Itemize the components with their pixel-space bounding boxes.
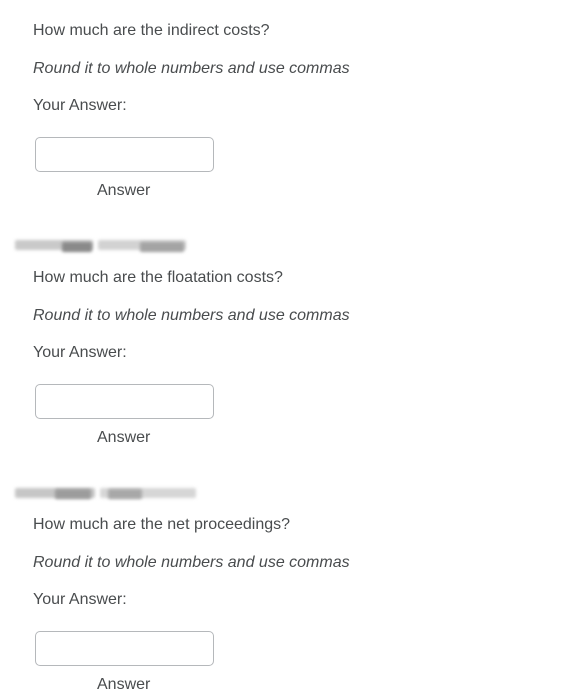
- question-title: How much are the net proceedings?: [33, 516, 291, 533]
- answer-input[interactable]: [35, 137, 214, 172]
- question-title: How much are the indirect costs?: [33, 22, 270, 39]
- answer-field-label: Answer: [97, 676, 151, 693]
- question-block-3: [0, 494, 579, 694]
- answer-prompt: Your Answer:: [33, 97, 127, 114]
- question-hint: Round it to whole numbers and use commas: [33, 307, 350, 324]
- question-block-1: [0, 0, 579, 200]
- answer-input[interactable]: [35, 631, 214, 666]
- answer-input[interactable]: [35, 384, 214, 419]
- question-block-2: [0, 247, 579, 447]
- question-hint: Round it to whole numbers and use commas: [33, 554, 350, 571]
- answer-field-label: Answer: [97, 182, 151, 199]
- answer-prompt: Your Answer:: [33, 591, 127, 608]
- question-title: How much are the floatation costs?: [33, 269, 283, 286]
- question-hint: Round it to whole numbers and use commas: [33, 60, 350, 77]
- answer-prompt: Your Answer:: [33, 344, 127, 361]
- answer-field-label: Answer: [97, 429, 151, 446]
